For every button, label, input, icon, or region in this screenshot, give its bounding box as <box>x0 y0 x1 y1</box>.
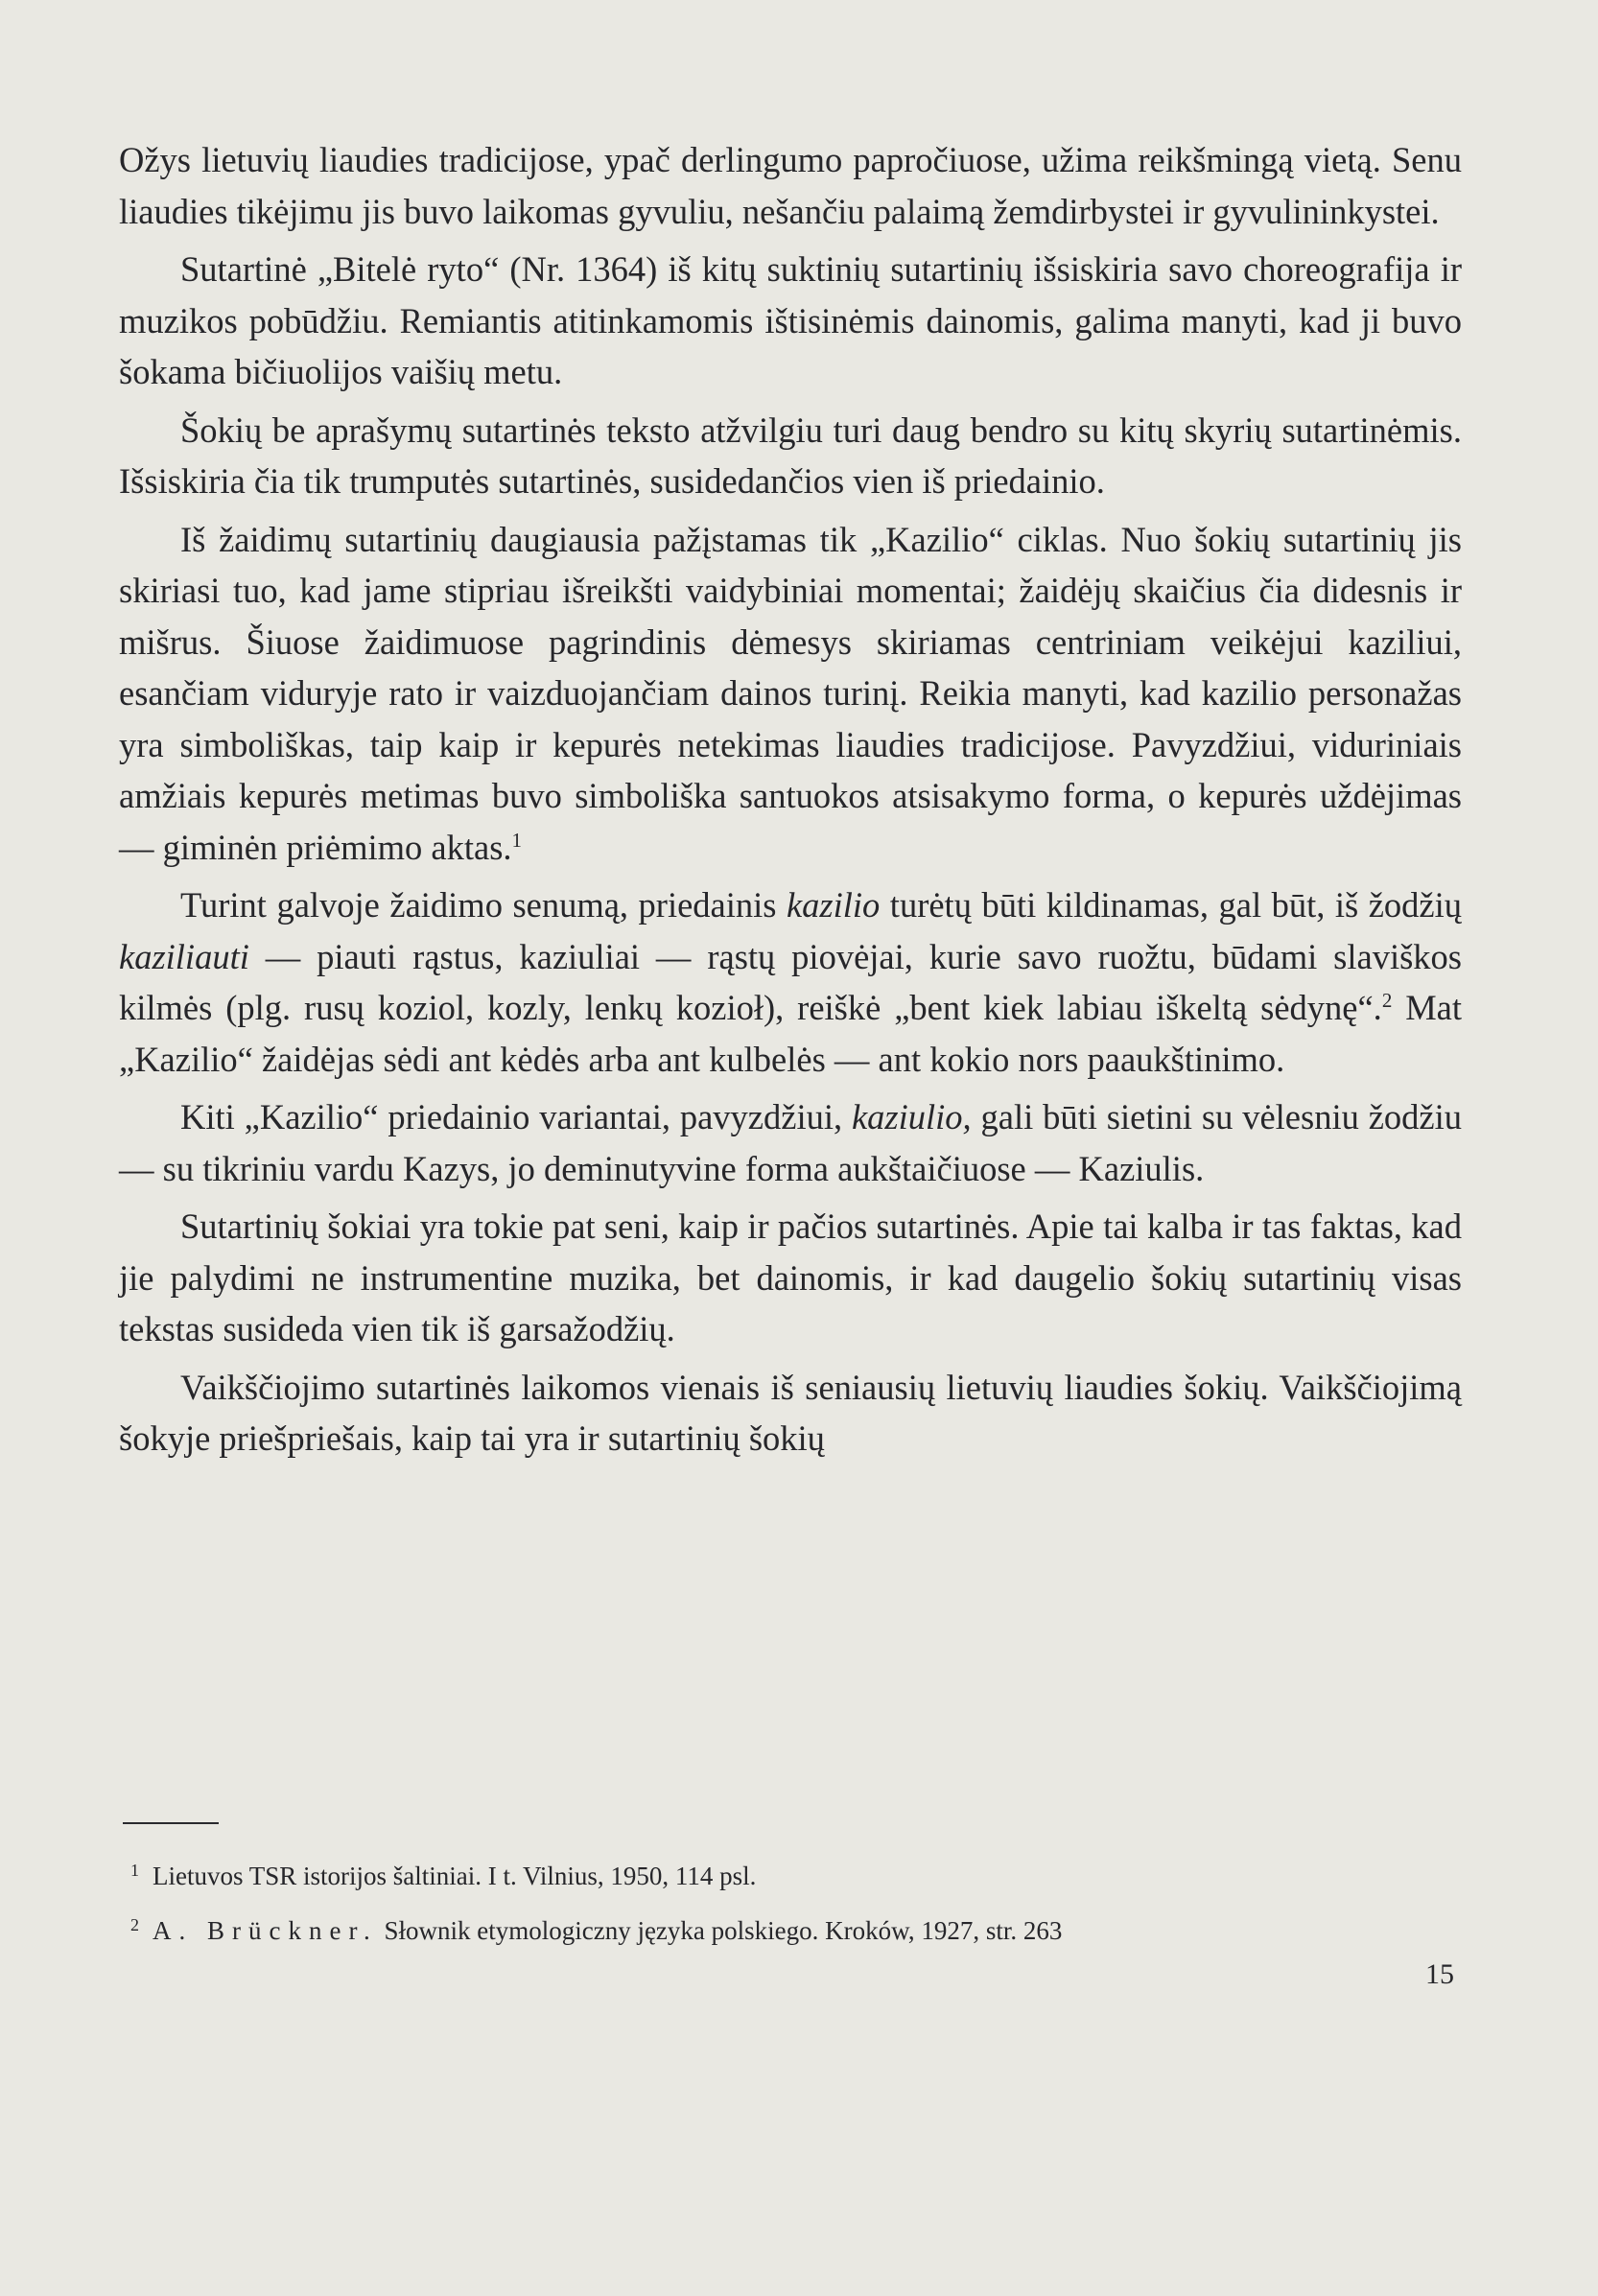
paragraph-8 <box>119 1362 1462 1464</box>
paragraph-7 <box>119 1201 1462 1355</box>
italic-term-kazilio: kazilio <box>786 885 881 925</box>
footnote-1 <box>130 1846 1473 1901</box>
footnote-2-mark: 2 <box>130 1915 139 1934</box>
footnote-2-author: A. Brückner. <box>153 1916 378 1945</box>
paragraph-3 <box>119 405 1462 507</box>
paragraph-5-text-c: turėtų būti kildinamas, gal būt, iš žodžių <box>880 885 1462 925</box>
paragraph-1 <box>119 134 1462 237</box>
footnote-ref-1: 1 <box>511 828 523 852</box>
paragraph-2 <box>119 244 1462 398</box>
paragraph-5-text-a: Turint galvoje žaidimo senumą, priedainis <box>180 885 787 925</box>
paragraph-2-text: Sutartinė „Bitelė ryto“ (Nr. 1364) iš kitų suktinių sutartinių išsiskiria savo choreografija ir muzikos pobūdžiu. Remiantis atitinkamomis ištisinėmis dainomis, galima manyti, kad ji buvo šokama bičiuolijos vaišių metu. <box>119 249 1462 391</box>
footnote-2-text: Słownik etymologiczny języka polskiego. Kroków, 1927, str. 263 <box>377 1916 1063 1945</box>
paragraph-7-text: Sutartinių šokiai yra tokie pat seni, kaip ir pačios sutartinės. Apie tai kalba ir tas faktas, kad jie palydimi ne instrumentine muzika, bet dainomis, ir kad daugelio šokių sutartinių visas tekstas susideda vien tik iš garsažodžių. <box>119 1207 1462 1348</box>
page-number: 15 <box>1425 1958 1454 1990</box>
italic-term-kaziulio: kaziulio, <box>851 1097 972 1136</box>
paragraph-4 <box>119 514 1462 874</box>
paragraph-5-text-e: — piauti rąstus, kaziuliai — rąstų piovėjai, kurie savo ruožtu, būdami slaviškos kilmės (plg. rusų koziol, kozly, lenkų kozioł), reiškė „bent kiek labiau iškeltą sėdynę“. <box>119 936 1462 1027</box>
footnote-ref-2: 2 <box>1381 988 1393 1012</box>
paragraph-6-text-a: Kiti „Kazilio“ priedainio variantai, pavyzdžiui, <box>180 1097 852 1136</box>
paragraph-5 <box>119 879 1462 1085</box>
paragraph-1-text: Ožys lietuvių liaudies tradicijose, ypač derlingumo papročiuose, užima reikšmingą vietą. Senu liaudies tikėjimu jis buvo laikomas gyvuliu, nešančiu palaimą žemdirbystei ir gyvulininkystei. <box>119 140 1462 231</box>
footnote-1-text: Lietuvos TSR istorijos šaltiniai. I t. Vilnius, 1950, 114 psl. <box>153 1862 757 1890</box>
footnote-divider <box>123 1822 219 1824</box>
paragraph-4-text: Iš žaidimų sutartinių daugiausia pažįstamas tik „Kazilio“ ciklas. Nuo šokių sutartinių jis skiriasi tuo, kad jame stipriau išreikšti vaidybiniai momentai; žaidėjų skaičius čia didesnis ir mišrus. Šiuose žaidimuose pagrindinis dėmesys skiriamas centriniam veikėjui kaziliui, esančiam viduryje rato ir vaizduojančiam dainos turinį. Reikia manyti, kad kazilio personažas yra simboliškas, taip kaip ir kepurės netekimas liaudies tradicijose. Pavyzdžiui, viduriniais amžiais kepurės metimas buvo simboliška santuokos atsisakymo forma, o kepurės uždėjimas — giminėn priėmimo aktas. <box>119 519 1462 867</box>
body-text <box>119 134 1462 1471</box>
footnotes <box>130 1846 1473 1956</box>
paragraph-8-text: Vaikščiojimo sutartinės laikomos vienais iš seniausių lietuvių liaudies šokių. Vaikščiojimą šokyje priešpriešais, kaip tai yra ir sutartinių šokių <box>119 1367 1462 1458</box>
footnote-2 <box>130 1901 1473 1956</box>
paragraph-6-text-c: gali būti sietini su vėlesniu žodžiu — su tikriniu vardu Kazys, jo deminutyvine forma aukštaičiuose — Kaziulis. <box>119 1097 1462 1188</box>
footnote-1-mark: 1 <box>130 1861 139 1880</box>
italic-term-kaziliauti: kaziliauti <box>119 936 249 976</box>
paragraph-5-text-f: Mat „Kazilio“ žaidėjas sėdi ant kėdės arba ant kulbelės — ant kokio nors paaukštinimo. <box>119 988 1463 1079</box>
paragraph-6 <box>119 1091 1462 1194</box>
paragraph-3-text: Šokių be aprašymų sutartinės teksto atžvilgiu turi daug bendro su kitų skyrių sutartinėmis. Išsiskiria čia tik trumputės sutartinės, susidedančios vien iš priedainio. <box>119 410 1462 501</box>
